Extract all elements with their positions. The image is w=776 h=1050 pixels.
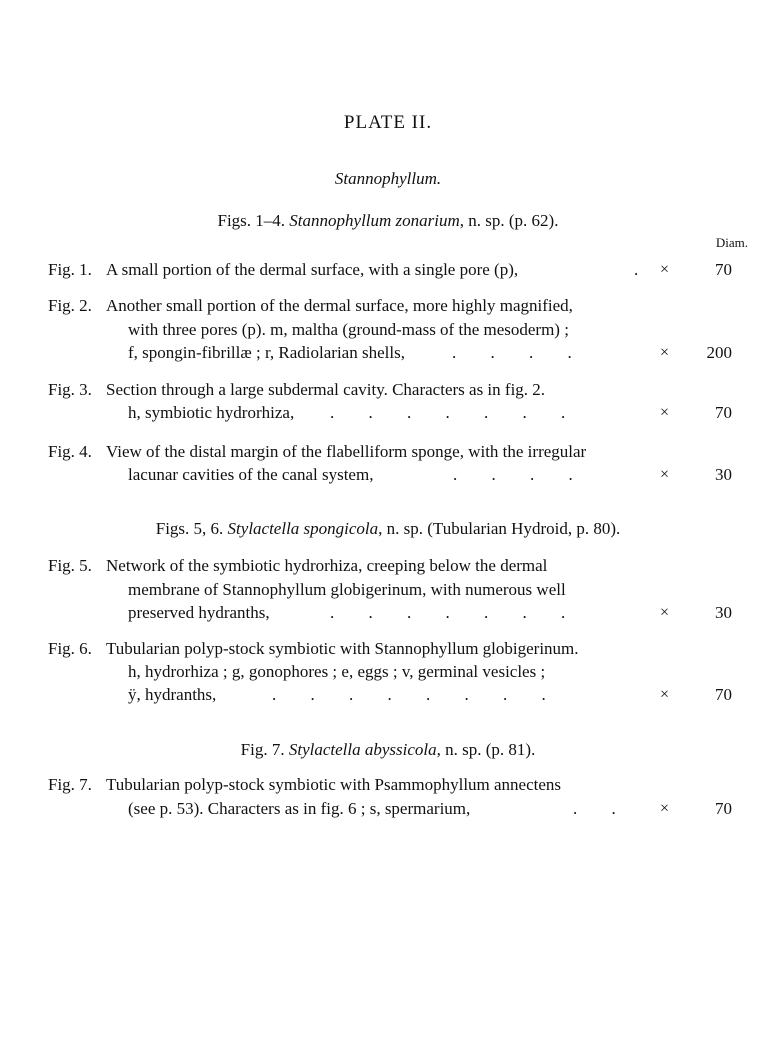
group-heading-3: Fig. 7. Stylactella abyssicola, n. sp. (p. 81). (240, 740, 536, 759)
fig-2-line-1: Another small portion of the dermal surface, more highly magnified, (106, 296, 573, 315)
fig-4-dots: . . . . (453, 465, 573, 484)
fig-4-magnification: 30 (715, 465, 732, 484)
fig-5-magnification: 30 (715, 603, 732, 622)
fig-2-line-3: f, spongin-fibrillæ ; r, Radiolarian shells, (128, 343, 405, 362)
fig-6-line-1: Tubularian polyp-stock symbiotic with Stannophyllum globigerinum. (106, 639, 579, 658)
fig-3-line-2: h, symbiotic hydrorhiza, (128, 403, 295, 422)
fig-4-times: × (660, 466, 670, 483)
fig-7-label: Fig. 7. (48, 775, 92, 794)
fig-1-label: Fig. 1. (48, 260, 92, 279)
fig-3-line-1: Section through a large subdermal cavity. Characters as in fig. 2. (106, 380, 546, 399)
fig-2-dots: . . . . (452, 343, 572, 362)
fig-6-magnification: 70 (715, 685, 732, 704)
fig-1-line-1: A small portion of the dermal surface, with a single pore (p), (106, 260, 519, 279)
fig-7-line-1: Tubularian polyp-stock symbiotic with Psammophyllum annectens (106, 775, 562, 794)
fig-3-magnification: 70 (715, 403, 732, 422)
fig-1-dots: . (634, 260, 639, 279)
fig-5-label: Fig. 5. (48, 556, 92, 575)
fig-6-line-3: ÿ, hydranths, (128, 685, 217, 704)
fig-3-times: × (660, 404, 670, 421)
fig-5-line-3: preserved hydranths, (128, 603, 270, 622)
fig-7-dots: . . (573, 799, 616, 818)
fig-3-dots: . . . . . . . (330, 403, 566, 422)
fig-1-times: × (660, 261, 670, 278)
fig-3-label: Fig. 3. (48, 380, 92, 399)
fig-4-line-2: lacunar cavities of the canal system, (128, 465, 374, 484)
fig-5-line-1: Network of the symbiotic hydrorhiza, creeping below the dermal (106, 556, 548, 575)
fig-2-magnification: 200 (706, 343, 732, 362)
genus-heading: Stannophyllum. (334, 169, 442, 188)
diameter-column-header: Diam. (715, 235, 748, 250)
plate-title: PLATE II. (343, 112, 433, 133)
group-heading-1: Figs. 1–4. Stannophyllum zonarium, n. sp. (p. 62). (217, 211, 559, 230)
fig-7-magnification: 70 (715, 799, 732, 818)
fig-6-label: Fig. 6. (48, 639, 92, 658)
fig-2-label: Fig. 2. (48, 296, 92, 315)
group-heading-2: Figs. 5, 6. Stylactella spongicola, n. sp. (Tubularian Hydroid, p. 80). (155, 519, 621, 538)
fig-5-times: × (660, 604, 670, 621)
fig-7-times: × (660, 800, 670, 817)
fig-5-line-2: membrane of Stannophyllum globigerinum, with numerous well (128, 580, 566, 599)
fig-7-line-2: (see p. 53). Characters as in fig. 6 ; s, spermarium, (128, 799, 471, 818)
fig-6-times: × (660, 686, 670, 703)
fig-4-line-1: View of the distal margin of the flabelliform sponge, with the irregular (106, 442, 587, 461)
fig-5-dots: . . . . . . . (330, 603, 566, 622)
fig-2-line-2: with three pores (p). m, maltha (ground-mass of the mesoderm) ; (128, 320, 569, 339)
fig-4-label: Fig. 4. (48, 442, 92, 461)
fig-6-line-2: h, hydrorhiza ; g, gonophores ; e, eggs ; v, germinal vesicles ; (128, 662, 546, 681)
fig-2-times: × (660, 344, 670, 361)
fig-1-magnification: 70 (715, 260, 732, 279)
fig-6-dots: . . . . . . . . (272, 685, 546, 704)
